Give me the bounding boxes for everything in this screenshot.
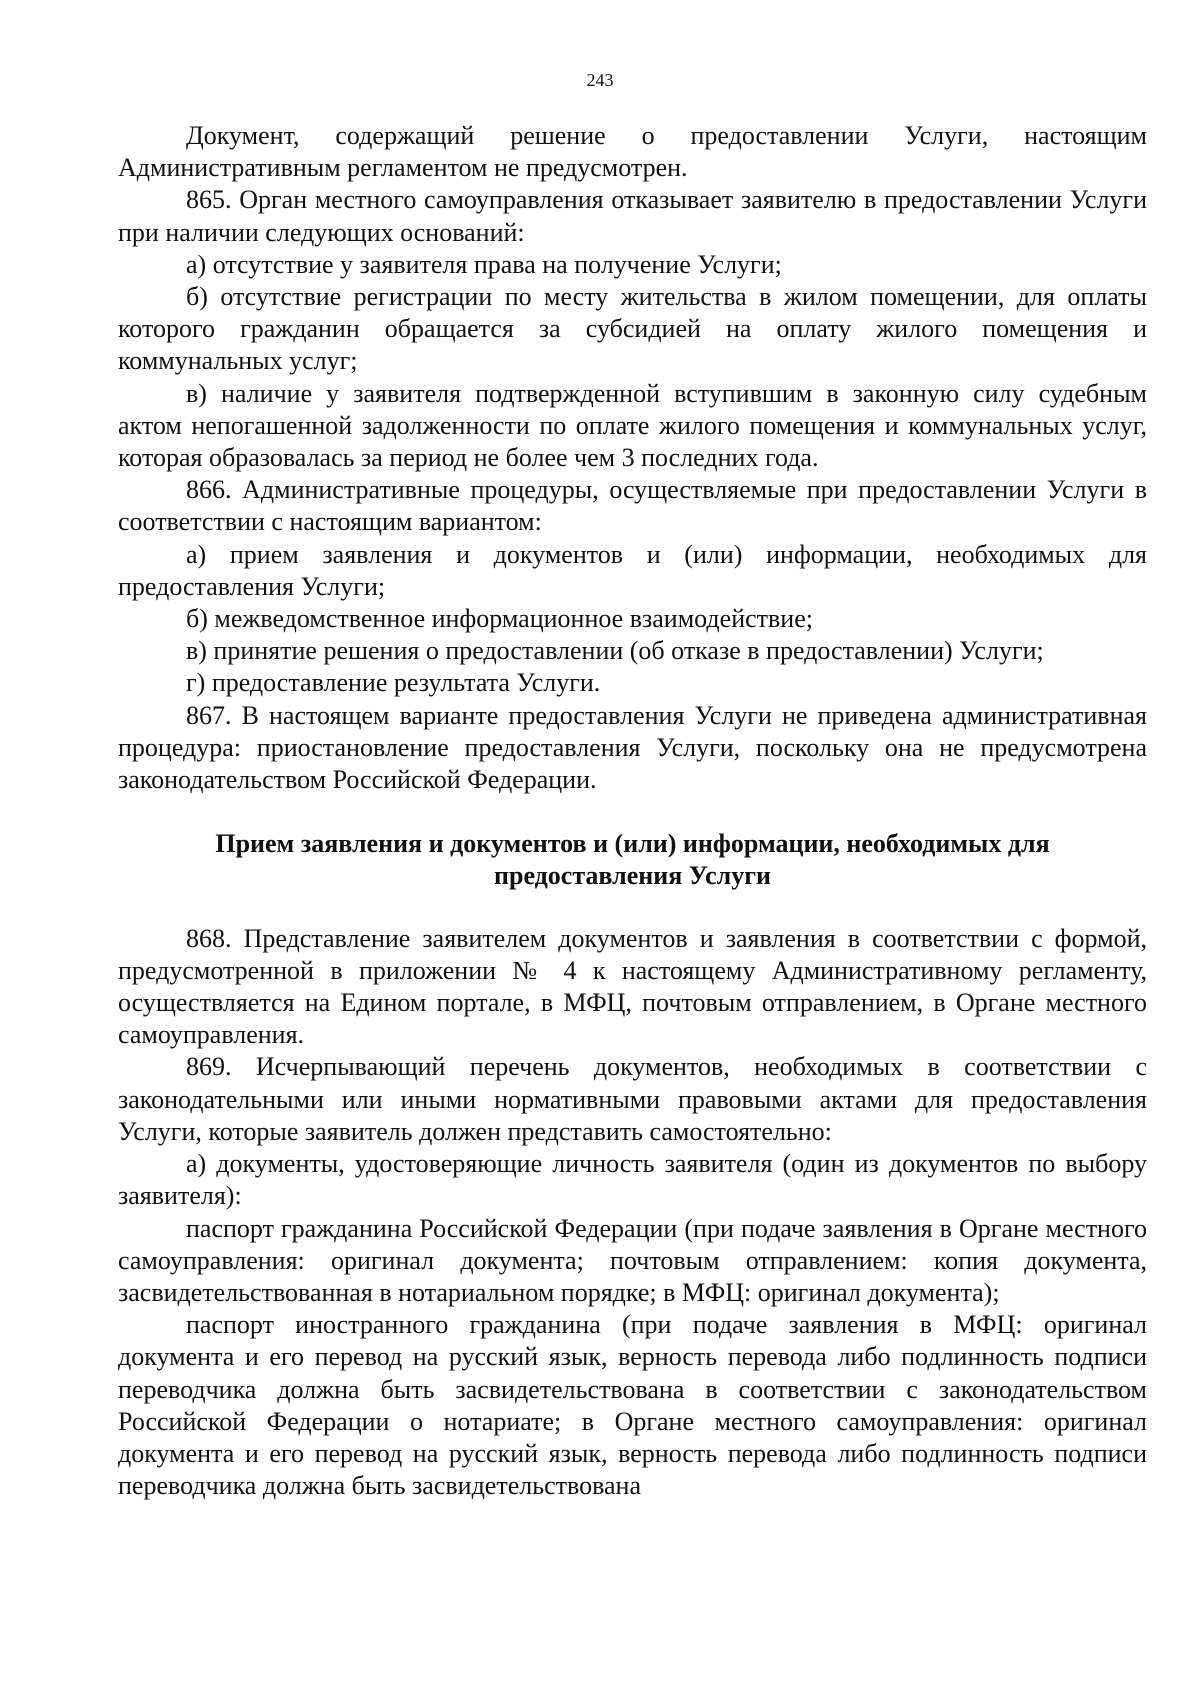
paragraph-865: 865. Орган местного самоуправления отказывает заявителю в предоставлении Услуги при наличии следующих оснований: xyxy=(118,185,1147,247)
document-body xyxy=(118,120,1147,1502)
list-item-865-a: а) отсутствие у заявителя права на получение Услуги; xyxy=(186,249,782,279)
list-item-869-a: а) документы, удостоверяющие личность заявителя (один из документов по выбору заявителя): xyxy=(118,1149,1147,1211)
list-item-865-v: в) наличие у заявителя подтвержденной вступившим в законную силу судебным актом непогашенной задолженности по оплате жилого помещения и коммунальных услуг, которая образовалась за период не более чем 3 последних года. xyxy=(118,378,1147,473)
paragraph-867: 867. В настоящем варианте предоставления Услуги не приведена административная процедура: приостановление предоставления Услуги, поскольку она не предусмотрена законодательством Российской Федерации. xyxy=(118,700,1147,795)
list-item-866-b: б) межведомственное информационное взаимодействие; xyxy=(186,604,813,634)
paragraph-result-document: Документ, содержащий решение о предоставлении Услуги, настоящим Административным регламентом не предусмотрен. xyxy=(118,121,1147,183)
paragraph-869: 869. Исчерпывающий перечень документов, необходимых в соответствии с законодательными или иными нормативными правовыми актами для предоставления Услуги, которые заявитель должен представить самостоятельно: xyxy=(118,1052,1147,1146)
paragraph-868: 868. Представление заявителем документов и заявления в соответствии с формой, предусмотренной в приложении № 4 к настоящему Административному регламенту, осуществляется на Едином портале, в МФЦ, почтовым отправлением, в Органе местного самоуправления. xyxy=(118,923,1147,1050)
page-number: 243 xyxy=(586,70,614,90)
section-heading: Прием заявления и документов и (или) информации, необходимых для предоставления Услуги xyxy=(215,829,1050,891)
paragraph-passport-foreign: паспорт иностранного гражданина (при подаче заявления в МФЦ: оригинал документа и его перевод на русский язык, верность перевода либо подлинность подписи переводчика должна быть засвидетельствована в соответствии с законодательством Российской Федерации о нотариате; в Органе местного самоуправления: оригинал документа и его перевод на русский язык, верность перевода либо подлинность подписи переводчика должна быть засвидетельствована xyxy=(118,1310,1147,1501)
list-item-866-g: г) предоставление результата Услуги. xyxy=(186,668,601,698)
list-item-866-v: в) принятие решения о предоставлении (об отказе в предоставлении) Услуги; xyxy=(186,636,1044,666)
paragraph-866: 866. Административные процедуры, осуществляемые при предоставлении Услуги в соответствии с настоящим вариантом: xyxy=(118,475,1147,537)
list-item-865-b: б) отсутствие регистрации по месту жительства в жилом помещении, для оплаты которого гражданин обращается за субсидией на оплату жилого помещения и коммунальных услуг; xyxy=(118,282,1147,376)
list-item-866-a: а) прием заявления и документов и (или) информации, необходимых для предоставления Услуги; xyxy=(118,539,1147,601)
paragraph-passport-rf: паспорт гражданина Российской Федерации (при подаче заявления в Органе местного самоуправления: оригинал документа; почтовым отправлением: копия документа, засвидетельствованная в нотариальном порядке; в МФЦ: оригинал документа); xyxy=(118,1213,1147,1307)
